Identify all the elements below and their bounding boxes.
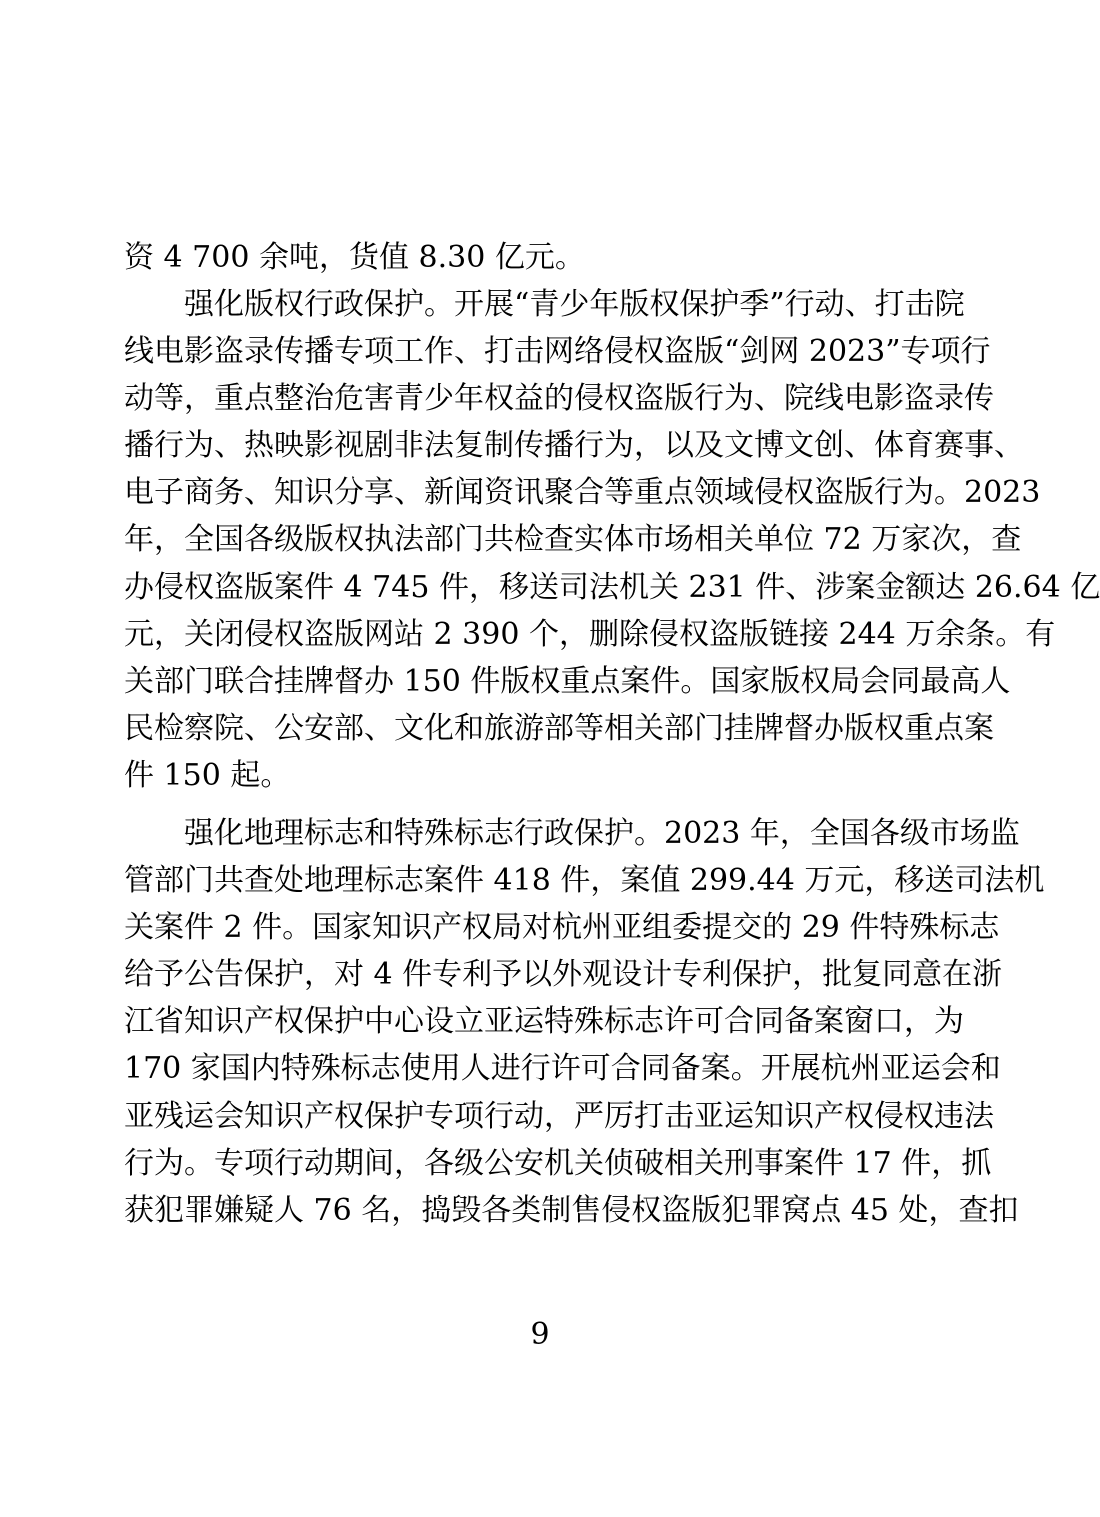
- text-line: 给予公告保护，对 4 件专利予以外观设计专利保护，批复同意在浙: [124, 957, 1003, 992]
- text-line: 170 家国内特殊标志使用人进行许可合同备案。开展杭州亚运会和: [124, 1051, 1001, 1086]
- page-number: 9: [530, 1317, 550, 1352]
- text-line: 动等，重点整治危害青少年权益的侵权盗版行为、院线电影盗录传: [124, 381, 994, 416]
- text-line: 线电影盗录传播专项工作、打击网络侵权盗版“剑网 2023”专项行: [124, 334, 991, 369]
- text-line: 资 4 700 余吨，货值 8.30 亿元。: [124, 240, 585, 275]
- text-line: 江省知识产权保护中心设立亚运特殊标志许可合同备案窗口，为: [124, 1004, 964, 1039]
- text-line: 获犯罪嫌疑人 76 名，捣毁各类制售侵权盗版犯罪窝点 45 处，查扣: [124, 1193, 1019, 1228]
- text-line: 关部门联合挂牌督办 150 件版权重点案件。国家版权局会同最高人: [124, 664, 1011, 699]
- text-line: 元，关闭侵权盗版网站 2 390 个，删除侵权盗版链接 244 万余条。有: [124, 617, 1056, 652]
- text-line: 关案件 2 件。国家知识产权局对杭州亚组委提交的 29 件特殊标志: [124, 910, 1000, 945]
- text-line: 年，全国各级版权执法部门共检查实体市场相关单位 72 万家次，查: [124, 522, 1022, 557]
- paragraph-end-line: 件 150 起。: [124, 758, 291, 793]
- text-line: 办侵权盗版案件 4 745 件，移送司法机关 231 件、涉案金额达 26.64 亿: [124, 570, 1100, 605]
- text-line: 民检察院、公安部、文化和旅游部等相关部门挂牌督办版权重点案: [124, 711, 994, 746]
- text-line: 亚残运会知识产权保护专项行动，严厉打击亚运知识产权侵权违法: [124, 1099, 994, 1134]
- text-line: 管部门共查处地理标志案件 418 件，案值 299.44 万元，移送司法机: [124, 863, 1045, 898]
- paragraph-start-line: 强化地理标志和特殊标志行政保护。2023 年，全国各级市场监: [184, 816, 1020, 851]
- text-line: 播行为、热映影视剧非法复制传播行为，以及文博文创、体育赛事、: [124, 428, 1024, 463]
- paragraph-start-line: 强化版权行政保护。开展“青少年版权保护季”行动、打击院: [184, 287, 965, 322]
- text-line: 电子商务、知识分享、新闻资讯聚合等重点领域侵权盗版行为。2023: [124, 475, 1041, 510]
- text-line: 行为。专项行动期间，各级公安机关侦破相关刑事案件 17 件，抓: [124, 1146, 992, 1181]
